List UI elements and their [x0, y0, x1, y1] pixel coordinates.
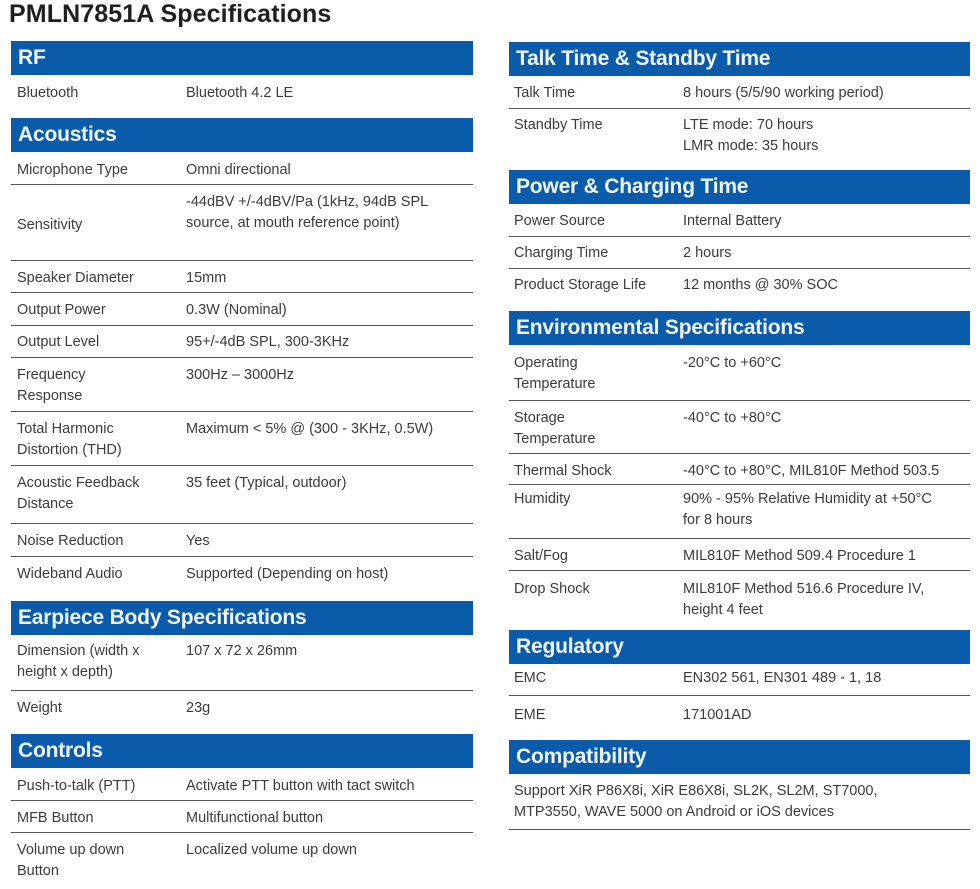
spec-value-storage-life: 12 months @ 30% SOC — [683, 277, 838, 293]
spec-label-eme: EME — [514, 707, 546, 723]
spec-label-weight: Weight — [17, 700, 62, 716]
spec-label-sensitivity: Sensitivity — [17, 217, 83, 233]
spec-value-ptt: Activate PTT button with tact switch — [186, 778, 415, 794]
spec-value-power-source: Internal Battery — [683, 213, 782, 229]
spec-value-thd: Maximum < 5% @ (300 - 3KHz, 0.5W) — [186, 421, 434, 437]
spec-value-emc: EN302 561, EN301 489 - 1, 18 — [683, 670, 882, 686]
spec-label-thd-line2: Distortion (THD) — [17, 442, 122, 458]
spec-value-drop-shock-line1: MIL810F Method 516.6 Procedure IV, — [683, 581, 925, 597]
section-header-regulatory: Regulatory — [509, 630, 970, 664]
spec-value-sensitivity-line1: -44dBV +/-4dBV/Pa (1kHz, 94dB SPL — [186, 194, 429, 210]
spec-value-humidity-line2: for 8 hours — [683, 512, 753, 528]
spec-label-operating-temp-line2: Temperature — [514, 376, 596, 392]
row-divider — [11, 690, 473, 691]
row-divider — [509, 829, 970, 830]
page-title: PMLN7851A Specifications — [9, 0, 332, 28]
spec-label-humidity: Humidity — [514, 491, 571, 507]
spec-value-standby-line2: LMR mode: 35 hours — [683, 138, 819, 154]
spec-label-operating-temp-line1: Operating — [514, 355, 578, 371]
spec-label-dimension-line2: height x depth) — [17, 664, 113, 680]
spec-value-eme: 171001AD — [683, 707, 752, 723]
spec-label-wideband-audio: Wideband Audio — [17, 566, 123, 582]
row-divider — [509, 695, 970, 696]
row-divider — [509, 570, 970, 571]
spec-value-salt-fog: MIL810F Method 509.4 Procedure 1 — [683, 548, 916, 564]
spec-value-mfb-button: Multifunctional button — [186, 810, 324, 826]
spec-value-standby-line1: LTE mode: 70 hours — [683, 117, 814, 133]
spec-value-acoustic-feedback: 35 feet (Typical, outdoor) — [186, 475, 347, 491]
section-header-rf: RF — [11, 41, 473, 75]
spec-label-acoustic-feedback-line2: Distance — [17, 496, 74, 512]
compatibility-text-line1: Support XiR P86X8i, XiR E86X8i, SL2K, SL2M, ST7000, — [514, 783, 878, 799]
row-divider — [509, 484, 970, 485]
section-header-acoustics: Acoustics — [11, 118, 473, 152]
spec-value-charging-time: 2 hours — [683, 245, 732, 261]
spec-label-storage-life: Product Storage Life — [514, 277, 647, 293]
spec-label-frequency-response-line2: Response — [17, 388, 83, 404]
spec-label-salt-fog: Salt/Fog — [514, 548, 568, 564]
spec-label-bluetooth: Bluetooth — [17, 85, 79, 101]
row-divider — [11, 325, 473, 326]
section-header-talk-standby: Talk Time & Standby Time — [509, 42, 970, 76]
row-divider — [11, 292, 473, 293]
section-header-environmental: Environmental Specifications — [509, 311, 970, 345]
spec-label-acoustic-feedback-line1: Acoustic Feedback — [17, 475, 140, 491]
spec-label-mfb-button: MFB Button — [17, 810, 94, 826]
spec-label-thd-line1: Total Harmonic — [17, 421, 114, 437]
spec-value-thermal-shock: -40°C to +80°C, MIL810F Method 503.5 — [683, 463, 940, 479]
spec-value-sensitivity-line2: source, at mouth reference point) — [186, 215, 400, 231]
spec-value-microphone-type: Omni directional — [186, 162, 291, 178]
spec-value-humidity-line1: 90% - 95% Relative Humidity at +50°C — [683, 491, 932, 507]
spec-label-volume-line2: Button — [17, 863, 59, 879]
spec-label-storage-temp-line2: Temperature — [514, 431, 596, 447]
row-divider — [509, 538, 970, 539]
row-divider — [509, 400, 970, 401]
spec-value-talk-time: 8 hours (5/5/90 working period) — [683, 85, 884, 101]
spec-label-output-power: Output Power — [17, 302, 106, 318]
spec-label-drop-shock: Drop Shock — [514, 581, 590, 597]
spec-value-output-level: 95+/-4dB SPL, 300-3KHz — [186, 334, 350, 350]
spec-value-bluetooth: Bluetooth 4.2 LE — [186, 85, 294, 101]
row-divider — [11, 465, 473, 466]
section-header-controls: Controls — [11, 734, 473, 768]
spec-label-talk-time: Talk Time — [514, 85, 576, 101]
spec-label-volume-line1: Volume up down — [17, 842, 125, 858]
row-divider — [509, 108, 970, 109]
spec-value-volume: Localized volume up down — [186, 842, 357, 858]
spec-value-weight: 23g — [186, 700, 211, 716]
spec-value-operating-temp: -20°C to +60°C — [683, 355, 782, 371]
row-divider — [11, 800, 473, 801]
spec-value-frequency-response: 300Hz – 3000Hz — [186, 367, 295, 383]
row-divider — [11, 411, 473, 412]
spec-value-output-power: 0.3W (Nominal) — [186, 302, 287, 318]
spec-label-thermal-shock: Thermal Shock — [514, 463, 612, 479]
section-header-compatibility: Compatibility — [509, 740, 970, 774]
spec-value-storage-temp: -40°C to +80°C — [683, 410, 782, 426]
spec-value-noise-reduction: Yes — [186, 533, 210, 549]
row-divider — [509, 453, 970, 454]
spec-label-storage-temp-line1: Storage — [514, 410, 565, 426]
row-divider — [509, 236, 970, 237]
row-divider — [11, 832, 473, 833]
row-divider — [11, 556, 473, 557]
row-divider — [11, 260, 473, 261]
spec-label-dimension-line1: Dimension (width x — [17, 643, 140, 659]
spec-label-microphone-type: Microphone Type — [17, 162, 128, 178]
row-divider — [11, 523, 473, 524]
spec-label-standby-time: Standby Time — [514, 117, 603, 133]
spec-value-wideband-audio: Supported (Depending on host) — [186, 566, 389, 582]
spec-label-power-source: Power Source — [514, 213, 606, 229]
row-divider — [11, 357, 473, 358]
spec-value-dimension: 107 x 72 x 26mm — [186, 643, 298, 659]
spec-value-drop-shock-line2: height 4 feet — [683, 602, 763, 618]
spec-label-noise-reduction: Noise Reduction — [17, 533, 124, 549]
row-divider — [11, 184, 473, 185]
spec-label-charging-time: Charging Time — [514, 245, 609, 261]
spec-label-frequency-response-line1: Frequency — [17, 367, 86, 383]
spec-label-emc: EMC — [514, 670, 547, 686]
spec-label-output-level: Output Level — [17, 334, 100, 350]
spec-value-speaker-diameter: 15mm — [186, 270, 227, 286]
spec-label-speaker-diameter: Speaker Diameter — [17, 270, 134, 286]
compatibility-text-line2: MTP3550, WAVE 5000 on Android or iOS devices — [514, 804, 834, 820]
section-header-power-charging: Power & Charging Time — [509, 170, 970, 204]
row-divider — [509, 268, 970, 269]
spec-label-ptt: Push-to-talk (PTT) — [17, 778, 136, 794]
section-header-earpiece-body: Earpiece Body Specifications — [11, 601, 473, 635]
